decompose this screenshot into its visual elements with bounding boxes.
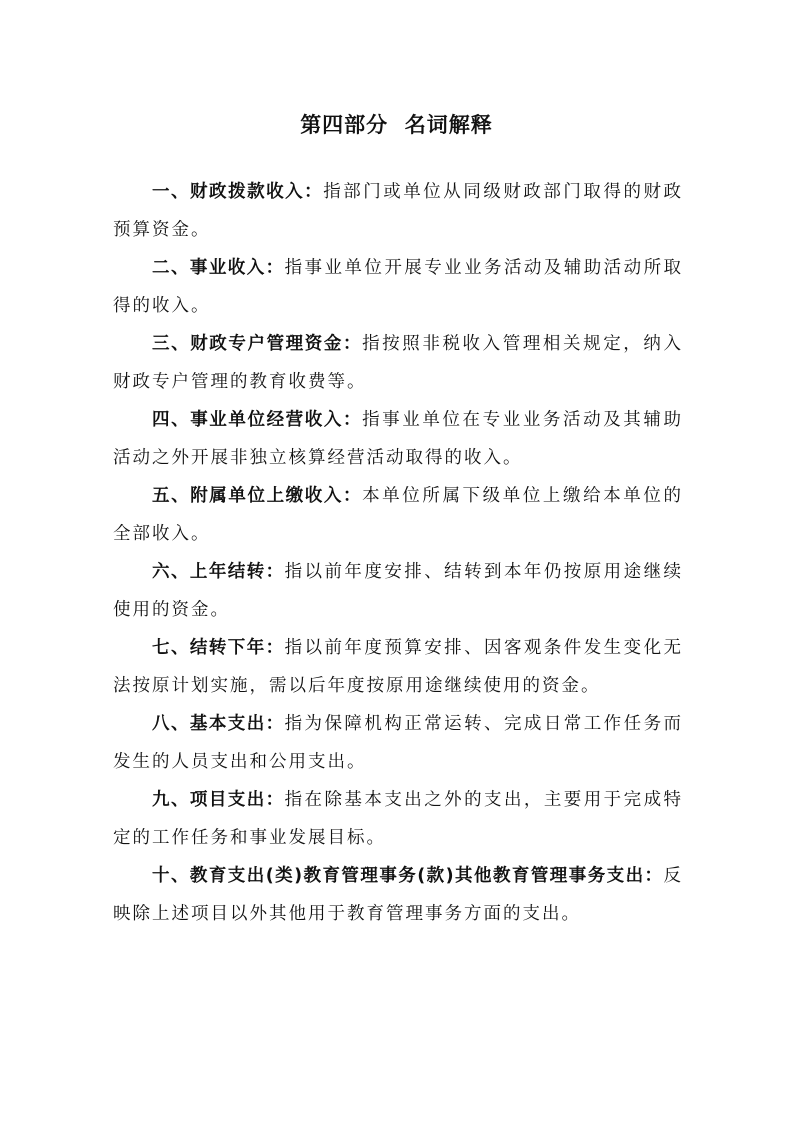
entry-definition: 指以前年度安排、结转到本年仍按原用途继续使用的资金。 — [113, 562, 684, 620]
page-title: 第四部分 名词解释 — [300, 113, 493, 137]
entry-term: 六、上年结转： — [152, 562, 285, 582]
glossary-entry — [113, 629, 683, 705]
glossary-entry — [113, 705, 683, 781]
entry-definition: 反映除上述项目以外其他用于教育管理事务方面的支出。 — [113, 866, 683, 924]
glossary-entry — [113, 249, 683, 325]
entry-definition: 指按照非税收入管理相关规定，纳入财政专户管理的教育收费等。 — [113, 334, 684, 392]
entry-definition: 指为保障机构正常运转、完成日常工作任务而发生的人员支出和公用支出。 — [113, 714, 684, 772]
entry-term: 十、教育支出(类)教育管理事务(款)其他教育管理事务支出： — [152, 866, 664, 886]
entry-term: 三、财政专户管理资金： — [152, 334, 363, 354]
glossary-entry — [113, 477, 683, 553]
entry-term: 四、事业单位经营收入： — [152, 410, 363, 430]
entry-definition: 指事业单位在专业业务活动及其辅助活动之外开展非独立核算经营活动取得的收入。 — [113, 410, 684, 468]
entry-term: 五、附属单位上缴收入： — [152, 486, 363, 506]
glossary-entry — [113, 781, 683, 857]
entry-term: 九、项目支出： — [152, 790, 285, 810]
entry-definition: 指部门或单位从同级财政部门取得的财政预算资金。 — [113, 182, 684, 240]
glossary-entry — [113, 553, 683, 629]
glossary-entry — [113, 857, 683, 933]
entry-definition: 指在除基本支出之外的支出，主要用于完成特定的工作任务和事业发展目标。 — [113, 790, 684, 848]
entry-term: 八、基本支出： — [152, 714, 285, 734]
entry-term: 二、事业收入： — [152, 258, 285, 278]
entry-definition: 指以前年度预算安排、因客观条件发生变化无法按原计划实施，需以后年度按原用途继续使用的资金。 — [113, 638, 684, 696]
entry-definition: 指事业单位开展专业业务活动及辅助活动所取得的收入。 — [113, 258, 684, 316]
entry-definition: 本单位所属下级单位上缴给本单位的全部收入。 — [113, 486, 684, 544]
entry-term: 一、财政拨款收入： — [152, 182, 324, 202]
glossary-entry — [113, 173, 683, 249]
glossary-entry — [113, 401, 683, 477]
glossary-entry — [113, 325, 683, 401]
glossary-body — [113, 173, 683, 933]
entry-term: 七、结转下年： — [152, 638, 285, 658]
